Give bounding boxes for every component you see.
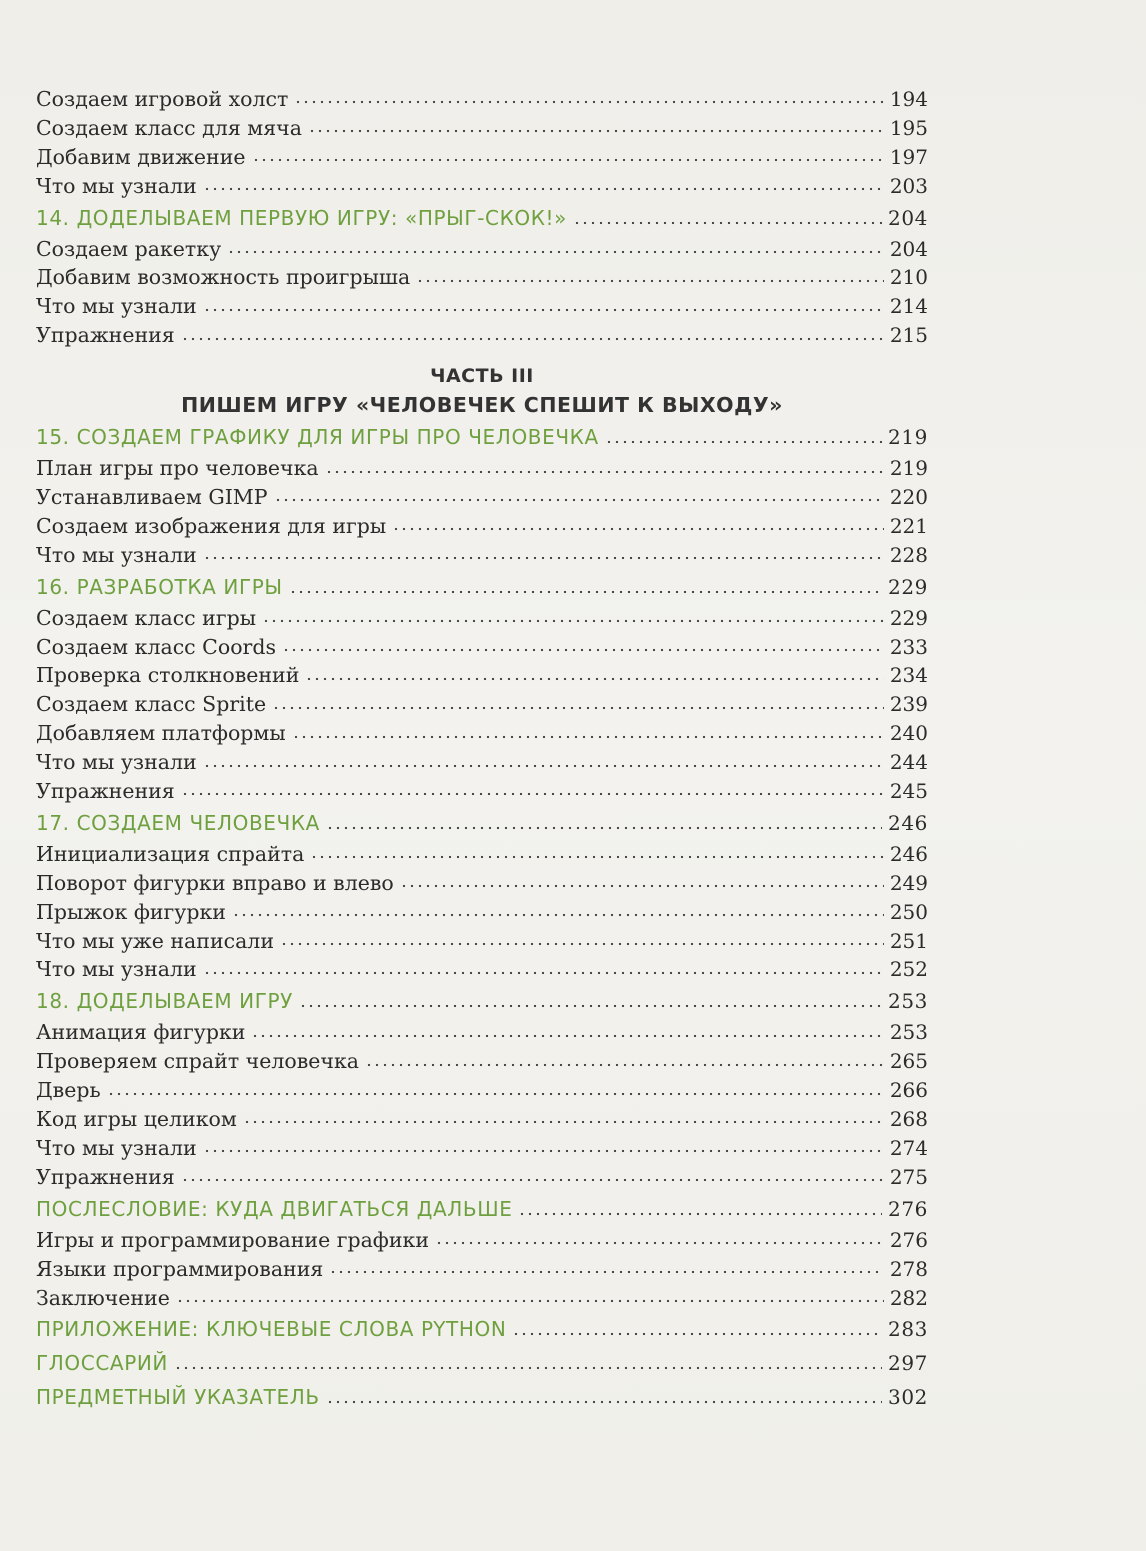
toc-entry-page: 234 xyxy=(889,663,928,688)
toc-entry[interactable] xyxy=(36,840,928,869)
toc-entry-page: 195 xyxy=(889,115,928,140)
part-label: ЧАСТЬ III xyxy=(430,365,534,388)
toc-entry-title: Что мы узнали xyxy=(36,1135,197,1160)
table-of-contents xyxy=(36,85,928,1414)
dot-leader xyxy=(252,150,884,171)
toc-entry-page: 220 xyxy=(889,485,928,510)
toc-entry-page: 197 xyxy=(889,144,928,169)
dot-leader xyxy=(292,726,884,747)
dot-leader xyxy=(573,213,882,233)
toc-entry[interactable] xyxy=(36,321,928,350)
dot-leader xyxy=(518,1204,882,1224)
toc-afterword[interactable] xyxy=(36,1192,928,1226)
toc-entry-page: 252 xyxy=(889,957,928,982)
toc-entry-page: 214 xyxy=(889,294,928,319)
toc-entry[interactable] xyxy=(36,777,928,806)
toc-entry[interactable] xyxy=(36,1105,928,1134)
toc-entry-page: 246 xyxy=(889,841,928,866)
toc-entry-page: 210 xyxy=(889,265,928,290)
toc-entry-title: Что мы узнали xyxy=(36,542,197,567)
chapter-page: 253 xyxy=(888,989,928,1014)
toc-entry-page: 278 xyxy=(889,1256,928,1281)
chapter-page: 276 xyxy=(888,1196,928,1221)
toc-entry-title: Устанавливаем GIMP xyxy=(36,485,268,510)
toc-entry[interactable] xyxy=(36,955,928,984)
toc-entry-title: Анимация фигурки xyxy=(36,1020,246,1045)
toc-entry-title: Добавим движение xyxy=(36,144,246,169)
toc-entry-title: Упражнения xyxy=(36,323,175,348)
chapter-title: 16. РАЗРАБОТКА ИГРЫ xyxy=(36,574,283,599)
dot-leader xyxy=(294,92,883,113)
toc-entry-page: 229 xyxy=(889,605,928,630)
dot-leader xyxy=(227,242,884,263)
toc-entry-title: План игры про человечка xyxy=(36,456,319,481)
chapter-title: 14. ДОДЕЛЫВАЕМ ПЕРВУЮ ИГРУ: «ПРЫГ-СКОК!» xyxy=(36,205,567,230)
chapter-page: 283 xyxy=(888,1317,928,1342)
toc-entry-page: 221 xyxy=(889,513,928,538)
dot-leader xyxy=(243,1112,884,1133)
dot-leader xyxy=(365,1054,884,1075)
dot-leader xyxy=(203,300,884,321)
toc-entry-title: Прыжок фигурки xyxy=(36,899,226,924)
chapter-page: 302 xyxy=(888,1385,928,1410)
toc-entry-page: 253 xyxy=(889,1020,928,1045)
dot-leader xyxy=(289,582,882,602)
toc-entry-title: Добавим возможность проигрыша xyxy=(36,265,411,290)
toc-entry-title: Проверяем спрайт человечка xyxy=(36,1049,359,1074)
toc-entry[interactable] xyxy=(36,1284,928,1313)
toc-entry-page: 244 xyxy=(889,750,928,775)
toc-chapter-14[interactable] xyxy=(36,201,928,235)
chapter-title: ПОСЛЕСЛОВИЕ: КУДА ДВИГАТЬСЯ ДАЛЬШЕ xyxy=(36,1196,513,1221)
toc-chapter-17[interactable] xyxy=(36,806,928,840)
toc-index[interactable] xyxy=(36,1380,928,1414)
toc-entry-page: 228 xyxy=(889,542,928,567)
toc-entry[interactable] xyxy=(36,292,928,321)
toc-entry[interactable] xyxy=(36,85,928,114)
toc-entry[interactable] xyxy=(36,690,928,719)
dot-leader xyxy=(416,271,884,292)
toc-entry[interactable] xyxy=(36,143,928,172)
dot-leader xyxy=(329,1262,884,1283)
part-title: ПИШЕМ ИГРУ «ЧЕЛОВЕЧЕК СПЕШИТ К ВЫХОДУ» xyxy=(181,393,783,418)
toc-entry[interactable] xyxy=(36,1018,928,1047)
dot-leader xyxy=(272,698,884,719)
dot-leader xyxy=(107,1083,884,1104)
toc-entry-title: Что мы узнали xyxy=(36,957,197,982)
dot-leader xyxy=(203,1141,884,1162)
toc-entry-title: Создаем класс Coords xyxy=(36,634,276,659)
toc-entry[interactable] xyxy=(36,1134,928,1163)
chapter-page: 246 xyxy=(888,810,928,835)
dot-leader xyxy=(310,847,883,868)
toc-entry-page: 245 xyxy=(889,779,928,804)
toc-entry[interactable] xyxy=(36,661,928,690)
toc-entry-title: Создаем ракетку xyxy=(36,236,222,261)
dot-leader xyxy=(203,548,884,569)
chapter-title: ПРИЛОЖЕНИЕ: КЛЮЧЕВЫЕ СЛОВА PYTHON xyxy=(36,1317,507,1342)
toc-entry[interactable] xyxy=(36,869,928,898)
toc-chapter-16[interactable] xyxy=(36,570,928,604)
dot-leader xyxy=(203,755,884,776)
toc-appendix[interactable] xyxy=(36,1312,928,1346)
toc-entry-title: Упражнения xyxy=(36,1164,175,1189)
dot-leader xyxy=(232,905,884,926)
toc-entry-page: 266 xyxy=(889,1078,928,1103)
toc-entry[interactable] xyxy=(36,1255,928,1284)
dot-leader xyxy=(299,996,882,1016)
chapter-page: 229 xyxy=(888,574,928,599)
toc-entry-title: Поворот фигурки вправо и влево xyxy=(36,870,394,895)
toc-entry-page: 240 xyxy=(889,721,928,746)
chapter-title: ГЛОССАРИЙ xyxy=(36,1351,168,1376)
dot-leader xyxy=(174,1358,882,1378)
toc-chapter-15[interactable] xyxy=(36,420,928,454)
toc-entry[interactable] xyxy=(36,1226,928,1255)
toc-entry-title: Создаем класс Sprite xyxy=(36,692,267,717)
toc-entry-title: Заключение xyxy=(36,1285,170,1310)
toc-entry[interactable] xyxy=(36,1047,928,1076)
toc-entry[interactable] xyxy=(36,927,928,956)
chapter-title: 15. СОЗДАЕМ ГРАФИКУ ДЛЯ ИГРЫ ПРО ЧЕЛОВЕЧКА xyxy=(36,425,599,450)
toc-entry-title: Что мы уже написали xyxy=(36,928,274,953)
dot-leader xyxy=(203,179,884,200)
toc-entry-page: 203 xyxy=(889,173,928,198)
dot-leader xyxy=(605,432,882,452)
toc-entry[interactable] xyxy=(36,719,928,748)
toc-entry-title: Добавляем платформы xyxy=(36,721,286,746)
toc-entry-page: 265 xyxy=(889,1049,928,1074)
toc-entry[interactable] xyxy=(36,1076,928,1105)
toc-entry[interactable] xyxy=(36,898,928,927)
dot-leader xyxy=(280,934,884,955)
toc-entry-page: 239 xyxy=(889,692,928,717)
toc-entry[interactable] xyxy=(36,541,928,570)
toc-entry[interactable] xyxy=(36,748,928,777)
toc-entry[interactable] xyxy=(36,483,928,512)
toc-entry-title: Что мы узнали xyxy=(36,294,197,319)
dot-leader xyxy=(400,876,884,897)
toc-entry-page: 249 xyxy=(889,870,928,895)
toc-entry-title: Создаем игровой холст xyxy=(36,87,289,111)
toc-entry-title: Дверь xyxy=(36,1078,101,1103)
dot-leader xyxy=(274,490,884,511)
dot-leader xyxy=(308,121,884,142)
toc-entry[interactable] xyxy=(36,454,928,483)
toc-entry-page: 282 xyxy=(889,1285,928,1310)
toc-entry-page: 268 xyxy=(889,1107,928,1132)
dot-leader xyxy=(512,1324,882,1344)
dot-leader xyxy=(305,669,883,690)
toc-entry[interactable] xyxy=(36,235,928,264)
toc-entry-page: 276 xyxy=(889,1227,928,1252)
dot-leader xyxy=(181,328,884,349)
toc-entry-page: 275 xyxy=(889,1164,928,1189)
dot-leader xyxy=(251,1026,883,1047)
dot-leader xyxy=(326,1392,882,1412)
toc-entry-title: Что мы узнали xyxy=(36,750,197,775)
toc-entry-title: Создаем класс игры xyxy=(36,605,257,630)
toc-entry-page: 233 xyxy=(889,634,928,659)
toc-entry[interactable] xyxy=(36,114,928,143)
toc-entry-title: Языки программирования xyxy=(36,1256,324,1281)
chapter-title: ПРЕДМЕТНЫЙ УКАЗАТЕЛЬ xyxy=(36,1385,320,1410)
toc-entry-page: 251 xyxy=(889,928,928,953)
toc-glossary[interactable] xyxy=(36,1346,928,1380)
dot-leader xyxy=(181,1170,884,1191)
chapter-page: 219 xyxy=(888,425,928,450)
dot-leader xyxy=(176,1291,884,1312)
dot-leader xyxy=(181,784,884,805)
toc-entry-title: Проверка столкновений xyxy=(36,663,300,688)
toc-entry-page: 274 xyxy=(889,1135,928,1160)
toc-entry-page: 250 xyxy=(889,899,928,924)
dot-leader xyxy=(282,640,884,661)
toc-chapter-18[interactable] xyxy=(36,984,928,1018)
dot-leader xyxy=(262,611,884,632)
dot-leader xyxy=(392,519,884,540)
toc-entry-page: 215 xyxy=(889,323,928,348)
toc-entry-title: Игры и программирование графики xyxy=(36,1227,429,1252)
dot-leader xyxy=(326,818,882,838)
chapter-title: 17. СОЗДАЕМ ЧЕЛОВЕЧКА xyxy=(36,810,320,835)
toc-entry[interactable] xyxy=(36,633,928,662)
dot-leader xyxy=(325,461,884,482)
chapter-page: 297 xyxy=(888,1351,928,1376)
chapter-title: 18. ДОДЕЛЫВАЕМ ИГРУ xyxy=(36,989,293,1014)
toc-entry[interactable] xyxy=(36,172,928,201)
toc-entry-page: 194 xyxy=(889,87,928,111)
toc-entry[interactable] xyxy=(36,512,928,541)
toc-entry-title: Создаем изображения для игры xyxy=(36,513,387,538)
toc-entry-title: Инициализация спрайта xyxy=(36,841,305,866)
toc-entry-page: 204 xyxy=(889,236,928,261)
toc-entry-page: 219 xyxy=(889,456,928,481)
dot-leader xyxy=(435,1233,884,1254)
toc-entry[interactable] xyxy=(36,263,928,292)
chapter-page: 204 xyxy=(888,205,928,230)
toc-entry-title: Что мы узнали xyxy=(36,173,197,198)
toc-entry[interactable] xyxy=(36,1163,928,1192)
toc-entry-title: Упражнения xyxy=(36,779,175,804)
dot-leader xyxy=(203,963,884,984)
toc-entry-title: Создаем класс для мяча xyxy=(36,115,302,140)
toc-entry[interactable] xyxy=(36,604,928,633)
toc-entry-title: Код игры целиком xyxy=(36,1107,237,1132)
